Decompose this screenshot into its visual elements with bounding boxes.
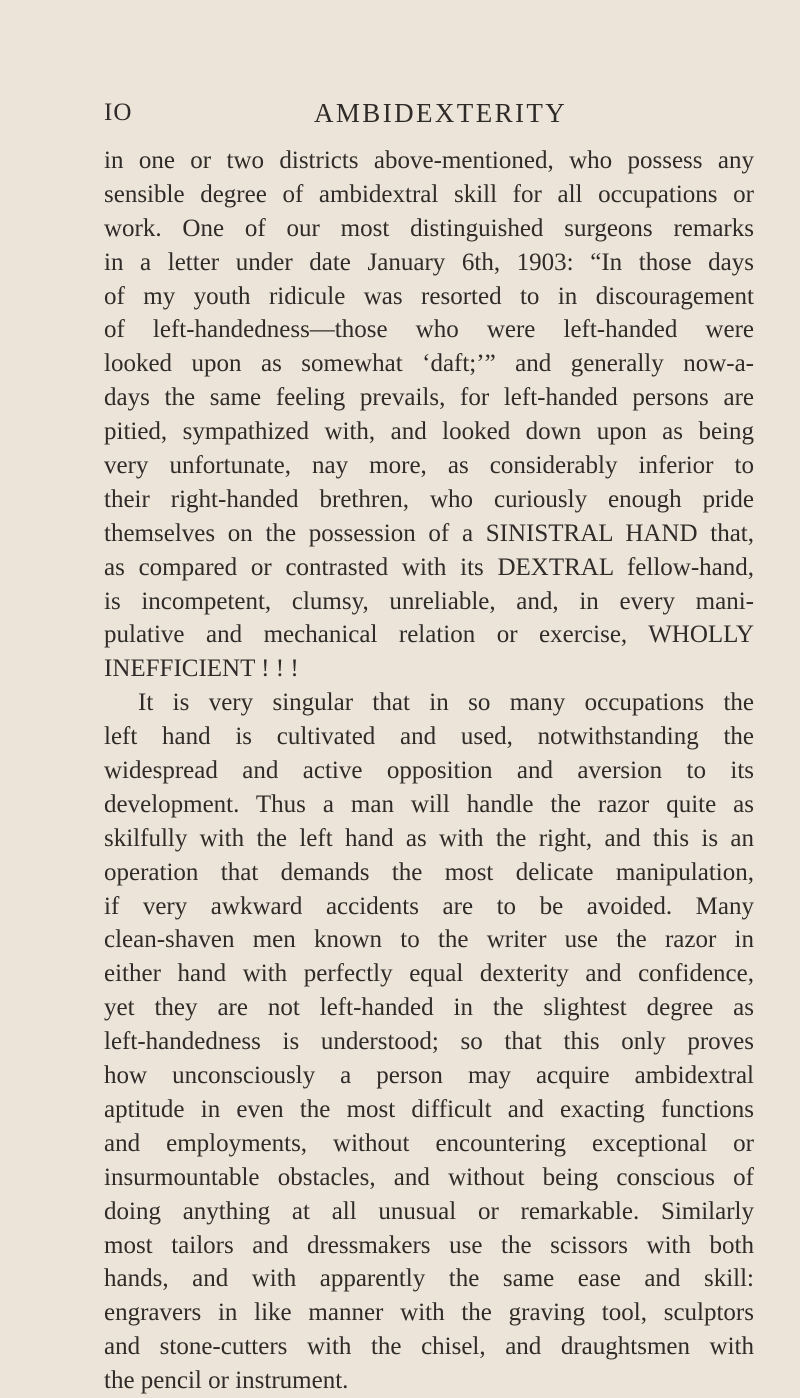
text-line: insurmountable obstacles, and without being conscious of [104, 1163, 754, 1191]
body-text [104, 144, 754, 1398]
running-head [104, 96, 754, 130]
text-line: sensible degree of ambidextral skill for all occupations or [104, 180, 754, 208]
text-line: clean-shaven men known to the writer use the razor in [104, 926, 754, 954]
text-line: doing anything at all unusual or remarkable. Similarly [104, 1197, 754, 1225]
text-line: very unfortunate, nay more, as considerably inferior to [104, 452, 754, 480]
text-line: most tailors and dressmakers use the scissors with both [104, 1231, 754, 1259]
text-line: hands, and with apparently the same ease and skill: [104, 1265, 754, 1293]
text-line: widespread and active opposition and aversion to its [104, 757, 754, 785]
text-line: work. One of our most distinguished surgeons remarks [104, 214, 754, 242]
text-line: of my youth ridicule was resorted to in discouragement [104, 282, 754, 310]
text-line: if very awkward accidents are to be avoided. Many [104, 892, 754, 920]
text-line: It is very singular that in so many occupations the [138, 689, 754, 717]
text-line: engravers in like manner with the graving tool, sculptors [104, 1299, 754, 1327]
text-line: in a letter under date January 6th, 1903: “In those days [104, 248, 754, 276]
text-line: in one or two districts above-mentioned, who possess any [104, 147, 754, 174]
text-line: INEFFICIENT ! ! ! [104, 655, 299, 683]
text-line: looked upon as somewhat ‘daft;’” and generally now-a- [104, 350, 754, 378]
page-number: IO [104, 99, 133, 126]
text-line: days the same feeling prevails, for left-handed persons are [104, 384, 754, 412]
text-line: operation that demands the most delicate manipulation, [104, 858, 754, 886]
text-line: pulative and mechanical relation or exercise, WHOLLY [104, 621, 754, 649]
text-line: pitied, sympathized with, and looked down upon as being [104, 418, 754, 446]
running-title: AMBIDEXTERITY [314, 98, 568, 128]
text-line: either hand with perfectly equal dexterity and confidence, [104, 960, 754, 988]
text-line: their right-handed brethren, who curiously enough pride [104, 485, 754, 513]
text-line: themselves on the possession of a SINISTRAL HAND that, [104, 519, 754, 547]
text-line: aptitude in even the most difficult and exacting functions [104, 1095, 754, 1123]
text-line: is incompetent, clumsy, unreliable, and, in every mani- [104, 587, 754, 615]
text-line: how unconsciously a person may acquire ambidextral [104, 1062, 754, 1090]
text-line: skilfully with the left hand as with the right, and this is an [104, 824, 754, 852]
text-line: and stone-cutters with the chisel, and draughtsmen with [104, 1333, 754, 1361]
text-line: development. Thus a man will handle the razor quite as [104, 790, 754, 818]
text-line: yet they are not left-handed in the slightest degree as [104, 994, 754, 1022]
text-line: left-handedness is understood; so that this only proves [104, 1028, 754, 1056]
text-line: left hand is cultivated and used, notwithstanding the [104, 723, 754, 751]
text-line: of left-handedness—those who were left-handed were [104, 316, 754, 344]
text-line: as compared or contrasted with its DEXTRAL fellow-hand, [104, 553, 754, 581]
text-line: and employments, without encountering exceptional or [104, 1129, 754, 1157]
text-line: the pencil or instrument. [104, 1367, 349, 1395]
